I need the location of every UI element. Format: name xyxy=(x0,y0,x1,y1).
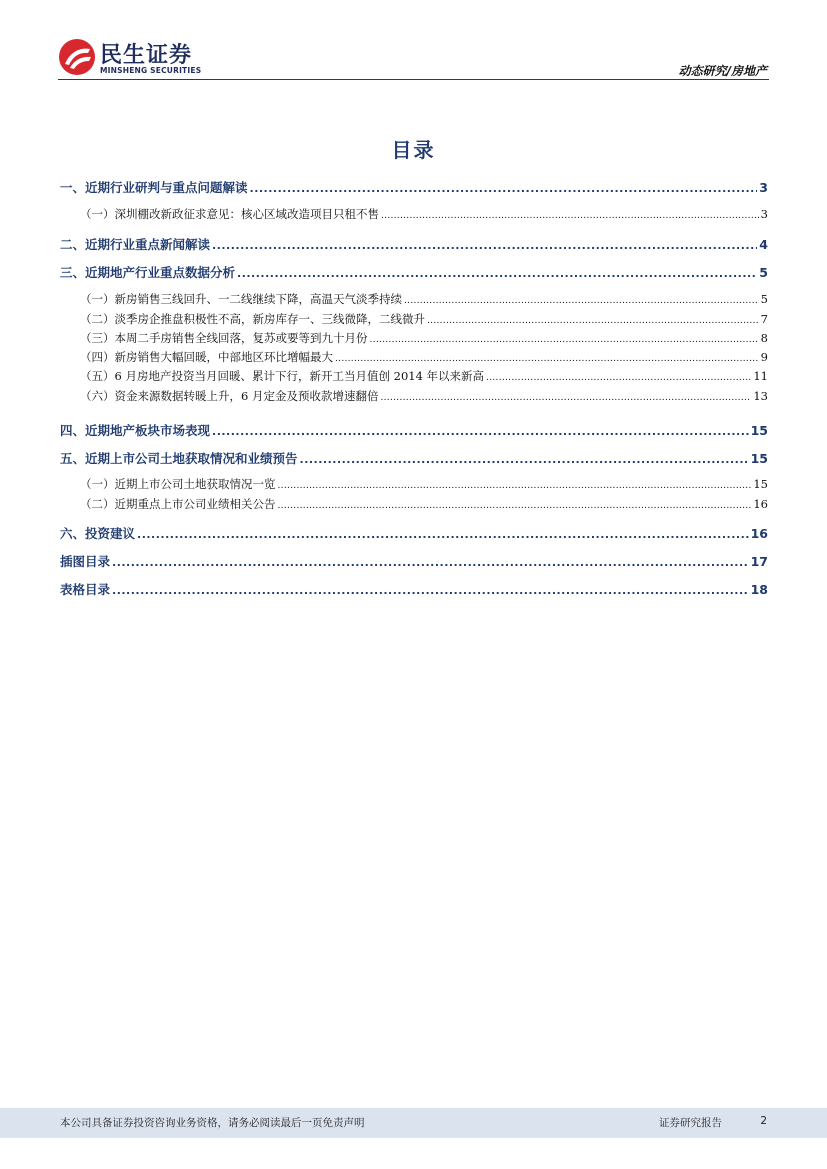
footer-report-type: 证券研究报告 xyxy=(659,1117,722,1129)
toc-leader-dots xyxy=(486,369,751,383)
toc-entry-page: 11 xyxy=(753,369,768,383)
logo-english-text: MINSHENG SECURITIES xyxy=(100,66,202,75)
toc-entry-page: 9 xyxy=(760,350,768,364)
toc-entry-page: 18 xyxy=(750,582,768,597)
toc-entry[interactable] xyxy=(60,524,768,542)
toc-entry-label: 五、近期上市公司土地获取情况和业绩预告 xyxy=(60,451,298,466)
toc-subentry[interactable] xyxy=(60,388,768,404)
toc-subentry[interactable] xyxy=(60,291,768,307)
toc-entry-page: 5 xyxy=(760,292,768,306)
toc-entry-label: （一）新房销售三线回升、一二线继续下降，高温天气淡季持续 xyxy=(80,292,402,306)
toc-leader-dots xyxy=(212,237,757,252)
toc-entry-label: （四）新房销售大幅回暖，中部地区环比增幅最大 xyxy=(80,350,333,364)
minsheng-logo xyxy=(58,38,208,78)
page-footer xyxy=(0,1100,827,1169)
toc-leader-dots xyxy=(300,451,749,466)
toc-entry-label: 插图目录 xyxy=(60,554,111,569)
toc-entry-label: （一）近期上市公司土地获取情况一览 xyxy=(80,477,276,491)
toc-subentry[interactable] xyxy=(60,206,768,222)
toc-leader-dots xyxy=(112,582,749,597)
toc-subentry[interactable] xyxy=(60,311,768,327)
toc-entry-label: （五）6 月房地产投资当月回暖、累计下行，新开工当月值创 2014 年以来新高 xyxy=(80,369,485,383)
toc-leader-dots xyxy=(137,526,749,541)
toc-leader-dots xyxy=(112,554,749,569)
toc-entry-label: （二）近期重点上市公司业绩相关公告 xyxy=(80,497,276,511)
toc-entry[interactable] xyxy=(60,580,768,598)
toc-entry[interactable] xyxy=(60,235,768,253)
toc-entry-page: 4 xyxy=(759,237,768,252)
toc-entry[interactable] xyxy=(60,178,768,196)
toc-leader-dots xyxy=(237,265,757,280)
toc-subentry[interactable] xyxy=(60,368,768,384)
toc-entry-label: 一、近期行业研判与重点问题解读 xyxy=(60,180,248,195)
toc-leader-dots xyxy=(212,423,749,438)
toc-entry[interactable] xyxy=(60,421,768,439)
toc-entry-page: 5 xyxy=(759,265,768,280)
toc-entry-page: 13 xyxy=(753,389,768,403)
toc-entry-label: （二）淡季房企推盘积极性不高，新房库存一、三线微降，二线微升 xyxy=(80,312,425,326)
toc-entry-page: 8 xyxy=(760,331,768,345)
toc-entry-label: （一）深圳棚改新政征求意见：核心区域改造项目只租不售 xyxy=(80,207,379,221)
toc-entry-page: 15 xyxy=(750,451,768,466)
toc-entry-page: 3 xyxy=(759,180,768,195)
toc-entry-label: 六、投资建议 xyxy=(60,526,136,541)
toc-entry-label: 二、近期行业重点新闻解读 xyxy=(60,237,211,252)
toc-subentry[interactable] xyxy=(60,496,768,512)
footer-disclaimer: 本公司具备证券投资咨询业务资格，请务必阅读最后一页免责声明 xyxy=(60,1117,365,1129)
toc-title: 目录 xyxy=(391,138,436,162)
toc-entry[interactable] xyxy=(60,449,768,467)
toc-entry-label: （三）本周二手房销售全线回落，复苏或要等到九十月份 xyxy=(80,331,368,345)
toc-entry[interactable] xyxy=(60,263,768,281)
toc-leader-dots xyxy=(404,292,759,306)
toc-entry[interactable] xyxy=(60,552,768,570)
toc-leader-dots xyxy=(381,207,759,221)
toc-entry-page: 3 xyxy=(760,207,768,221)
toc-leader-dots xyxy=(278,477,752,491)
toc-subentry[interactable] xyxy=(60,330,768,346)
toc-leader-dots xyxy=(370,331,759,345)
toc-subentry[interactable] xyxy=(60,349,768,365)
report-section-label: 动态研究/房地产 xyxy=(678,64,767,78)
toc-leader-dots xyxy=(278,497,752,511)
toc-entry-label: （六）资金来源数据转暖上升，6 月定金及预收款增速翻倍 xyxy=(80,389,379,403)
toc-entry-label: 三、近期地产行业重点数据分析 xyxy=(60,265,236,280)
toc-subentry[interactable] xyxy=(60,476,768,492)
toc-entry-page: 16 xyxy=(753,497,768,511)
toc-leader-dots xyxy=(335,350,759,364)
toc-leader-dots xyxy=(427,312,759,326)
minsheng-logo-icon xyxy=(58,38,96,76)
toc-entry-label: 表格目录 xyxy=(60,582,111,597)
page-header xyxy=(0,0,827,90)
logo-chinese-text: 民生证券 xyxy=(100,43,193,68)
toc-entry-page: 7 xyxy=(760,312,768,326)
toc-leader-dots xyxy=(250,180,758,195)
toc-entry-page: 16 xyxy=(750,526,768,541)
toc-leader-dots xyxy=(380,389,751,403)
toc-entry-label: 四、近期地产板块市场表现 xyxy=(60,423,211,438)
toc-entry-page: 15 xyxy=(750,423,768,438)
toc-entry-page: 15 xyxy=(753,477,768,491)
page-number: 2 xyxy=(760,1115,767,1127)
toc-entry-page: 17 xyxy=(750,554,768,569)
header-divider xyxy=(58,79,769,80)
